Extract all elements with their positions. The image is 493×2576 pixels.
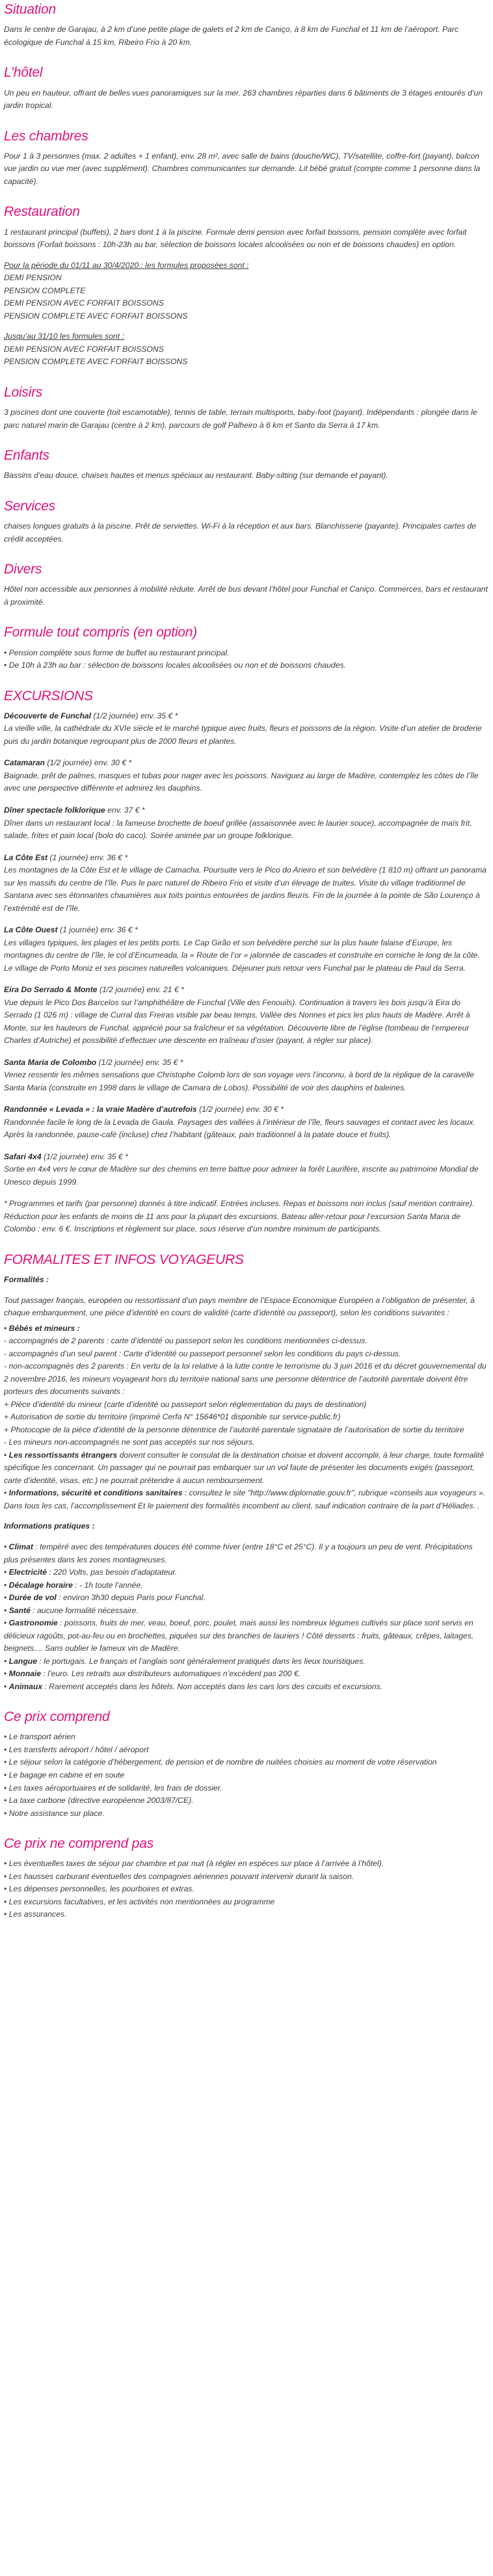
info-line-label: Electricité (8, 1568, 47, 1577)
excursion-text: Les villages typiques, les plages et les petits ports. Le Cap Girão et son belvédère perché sur la plus haute falaise d’Europe, les montagnes du centre de l’île, le col d’Encumeada, la « Route de l’or » jalonnée de cascades et construite en corniche le long de la côte. Le village de Porto Moniz et ses piscines naturelles volcaniques. Déjeuner puis retour vers Funchal par le plateau de Paul da Serra. (4, 938, 480, 973)
section-services (4, 498, 489, 545)
info-line (4, 1487, 489, 1512)
info-line-text: doivent consulter le consulat de la destination choisie et doivent accomplir, à leur charge, toute formalité spécifique les concernant. Un passager qui ne pourrait pas embarquer sur un vol faute de présenter les documents exigés (passeport, carte d’identité, visas, etc.) ne pourrait prétendre à aucun remboursement. (4, 1450, 484, 1485)
list-item: • Les excursions facultatives, et les activités non mentionnées au programme (4, 1896, 489, 1909)
excursion-item (4, 924, 489, 975)
period-item: DEMI PENSION AVEC FORFAIT BOISSONS (4, 298, 164, 308)
excursion-list (4, 710, 489, 1189)
excursion-item (4, 1151, 489, 1189)
list-item: • Les éventuelles taxes de séjour par chambre et par nuit (à régler en espèces sur place à l’arrivée à l’hôtel). (4, 1858, 489, 1871)
excursion-text: Randonnée facile le long de la Levada de Gaula. Paysages des vallées à l’intérieur de l’île, fleurs sauvages et contact avec les locaux. Après la randonnée, pause-café (incluse) chez l’habitant (gâteaux, pain traditionnel à la patate douce et fruits). (4, 1117, 475, 1140)
heading-hotel: L’hôtel (4, 65, 43, 81)
heading-services: Services (4, 498, 55, 514)
heading-formalites: FORMALITES ET INFOS VOYAGEURS (4, 1252, 244, 1267)
excursion-title: Eira Do Serrado & Monte (4, 985, 98, 995)
excursion-title: Dîner spectacle folklorique (4, 806, 105, 815)
excursion-detail: (1 journée) env. 36 € * (49, 852, 128, 862)
list-item: • Les assurances. (4, 1908, 489, 1921)
info-line-label: Animaux (8, 1681, 43, 1691)
info-line (4, 1579, 489, 1592)
info-line (4, 1566, 489, 1579)
loisirs-text: 3 piscines dont une couverte (toit escamotable), tennis de table, terrain multisports, baby-foot (payant). Indépendants : plongée dans le parc naturel marin de Garajau (centre à 2 km), parcours de golf Palheiro à 6 km et Santo da Serra à 17 km. (4, 408, 477, 430)
list-item: • Les dépenses personnelles, les pourboires et extras. (4, 1883, 489, 1896)
excursion-detail: (1/2 journée) env. 30 € * (199, 1105, 284, 1114)
period-item: PENSION COMPLETE (4, 285, 86, 295)
bullet-icon: • (4, 1580, 9, 1590)
info-line (4, 1424, 489, 1437)
excursion-detail: (1/2 journée) env. 35 € * (43, 1151, 128, 1161)
info-line-text: - accompagnés d’un seul parent : Carte d’identité ou passeport personnel selon les conditions du pays ci-dessus. (4, 1348, 401, 1358)
info-line-text: : environ 3h30 depuis Paris pour Funchal. (56, 1593, 206, 1603)
info-line-label: Climat (8, 1542, 33, 1551)
info-line-text: : l’euro. Les retraits aux distributeurs automatiques n’excèdent pas 200 €. (41, 1669, 301, 1679)
excursion-heading (4, 710, 489, 723)
excursion-title: Catamaran (4, 758, 45, 768)
info-line-text: + Photocopie de la pièce d’identité de la personne détentrice de l’autorité parentale signataire de l’autorisation de sortie du territoire (4, 1425, 464, 1434)
section-restauration (4, 204, 489, 368)
practical-lines (4, 1541, 489, 1693)
section-situation (4, 1, 489, 49)
excursion-text: Sortie en 4x4 vers le cœur de Madère sur des chemins en terre battue pour admirer la forêt Laurifère, inscrite au patrimoine Mondial de Unesco depuis 1999. (4, 1164, 479, 1187)
heading-enfants: Enfants (4, 448, 49, 464)
bullet-icon: • (4, 1450, 9, 1460)
bullet-icon: • (4, 1488, 9, 1498)
services-text: chaises longues gratuits à la piscine. Prêt de serviettes. Wi-Fi à la réception et aux bars. Blanchisserie (payante). Principales cartes de crédit acceptées. (4, 521, 477, 544)
section-divers (4, 561, 489, 609)
info-line-text: : 220 Volts, pas besoin d’adaptateur. (46, 1568, 178, 1577)
list-item: • Les transferts aéroport / hôtel / aéroport (4, 1744, 489, 1757)
excursion-text: Les montagnes de la Côte Est et le village de Camacha. Poursuite vers le Pico do Arieiro et son belvédère (1 810 m) offrant un panorama sur les massifs du centre de l’île. Puis le parc naturel de Ribeiro Frio et visite d’un élevage de truites. Visite du village traditionnel de Santana avec ses étonnantes chaumières aux toits pointus entourées de jardins fleuris. Fin de la journée à la pointe de São Lourenço à l’extrémité est de l’île. (4, 865, 487, 913)
info-line (4, 1668, 489, 1681)
enfants-text: Bassins d’eau douce, chaises hautes et menus spéciaux au restaurant. Baby-sitting (sur demande et payant). (4, 471, 388, 480)
info-line-text: : aucune formalité nécessaire. (30, 1605, 139, 1615)
excursion-detail: (1/2 journée) env. 21 € * (99, 985, 184, 995)
bullet-icon: • (4, 1568, 9, 1577)
info-line (4, 1360, 489, 1399)
heading-prix-non-compris: Ce prix ne comprend pas (4, 1836, 154, 1852)
info-line-label: Décalage horaire (8, 1580, 73, 1590)
excursion-heading (4, 1057, 489, 1070)
excursion-detail: (1/2 journée) env. 30 € * (47, 758, 132, 768)
heading-prix-compris: Ce prix comprend (4, 1709, 110, 1725)
excursion-heading (4, 804, 489, 817)
info-line (4, 1617, 489, 1655)
non-compris-list (4, 1858, 489, 1921)
until-item: DEMI PENSION AVEC FORFAIT BOISSONS (4, 344, 164, 354)
info-line-label: Gastronomie (8, 1618, 58, 1628)
section-hotel (4, 64, 489, 112)
excursion-detail: (1/2 journée) env. 35 € * (93, 711, 178, 720)
excursion-heading (4, 1151, 489, 1164)
info-line-text: : Rarement acceptés dans les hôtels. Non acceptés dans les cars lors des circuits et excursions. (42, 1681, 383, 1691)
info-line-text: + Pièce d’identité du mineur (carte d’identité ou passeport selon réglementation du pays de destination) (4, 1399, 367, 1409)
bullet-icon: • (4, 1669, 9, 1679)
until-item: PENSION COMPLETE AVEC FORFAIT BOISSONS (4, 357, 188, 367)
excursion-text: Baignade, prêt de palmes, masques et tubas pour nager avec les poissons. Naviguez au large de Madère, contemplez les côtes de l’île avec une perspective différente et admirez les dauphins. (4, 770, 479, 793)
excursion-heading (4, 757, 489, 770)
excursion-title: La Côte Ouest (4, 925, 58, 935)
heading-situation: Situation (4, 2, 56, 17)
bullet-icon: • (4, 1618, 9, 1628)
excursion-text: Dîner dans un restaurant local : la fameuse brochette de boeuf grillée (assaisonnée avec le laurier souce), accompagnée de maïs frit, salade, frites et pain local (bolo do caco). Soirée animée par un groupe folklorique. (4, 818, 472, 841)
formule-list (4, 647, 489, 672)
list-item: • Pension complète sous forme de buffet au restaurant principal. (4, 647, 489, 660)
info-line (4, 1449, 489, 1488)
excursion-title: Safari 4x4 (4, 1151, 42, 1161)
excursion-detail: env. 37 € * (107, 806, 145, 815)
formalites-intro: Tout passager français, européen ou ressortissant d’un pays membre de l’Espace Economique Européen a l’obligation de présenter, à chaque embarquement, une pièce d’identité en cours de validité (carte d’identité ou passeport), selon les conditions suivantes : (4, 1295, 475, 1318)
until-heading: Jusqu’au 31/10 les formules sont : (4, 332, 124, 341)
section-prix-compris (4, 1709, 489, 1820)
situation-text: Dans le centre de Garajau, à 2 km d’une petite plage de galets et 2 km de Caniço, à 8 km de Funchal et 11 km de l’aéroport. Parc écologique de Funchal à 15 km, Ribeiro Frio à 20 km. (4, 25, 459, 47)
info-line-text: : le portugais. Le français et l’anglais sont généralement pratiqués dans les lieux touristiques. (37, 1656, 366, 1666)
info-line (4, 1411, 489, 1424)
excursion-title: Découverte de Funchal (4, 711, 92, 720)
list-item: • Le bagage en cabine et en soute (4, 1769, 489, 1782)
bullet-icon: • (4, 1593, 9, 1603)
excursion-heading (4, 984, 489, 997)
section-formalites (4, 1252, 489, 1693)
info-line-label: Bébés et mineurs : (8, 1323, 80, 1333)
list-item: • Notre assistance sur place. (4, 1807, 489, 1820)
excursion-item (4, 1057, 489, 1095)
bullet-icon: • (4, 1656, 9, 1666)
heading-divers: Divers (4, 562, 42, 577)
info-line-text: - Les mineurs non-accompagnés ne sont pas acceptés sur nos séjours. (4, 1438, 255, 1447)
divers-text: Hôtel non accessible aux personnes à mobilité réduite. Arrêt de bus devant l’hôtel pour Funchal et Caniço. Commerces, bars et restaurant à proximité. (4, 585, 488, 607)
list-item: • Le transport aérien (4, 1731, 489, 1744)
excursion-item (4, 757, 489, 795)
info-line-text: : tempéré avec des températures douces été comme hiver (entre 18°C et 25°C). Il y a toujours un peu de vent. Précipitations plus présentes dans les zones montagneuses. (4, 1542, 473, 1564)
formalites-lines (4, 1322, 489, 1513)
section-rooms (4, 128, 489, 189)
section-loisirs (4, 384, 489, 432)
excursion-item (4, 804, 489, 843)
section-formule (4, 624, 489, 672)
info-line-label: Santé (8, 1605, 31, 1615)
info-line (4, 1592, 489, 1605)
period-heading: Pour la période du 01/11 au 30/4/2020 : les formules proposées sont : (4, 260, 249, 270)
list-item: • Les hausses carburant éventuelles des compagnies aériennes pouvant intervenir durant la saison. (4, 1871, 489, 1884)
bullet-icon: • (4, 1542, 9, 1551)
excursion-item (4, 984, 489, 1047)
info-line (4, 1541, 489, 1566)
info-line (4, 1655, 489, 1668)
hotel-text: Un peu en hauteur, offrant de belles vues panoramiques sur la mer. 263 chambres réparties dans 6 bâtiments de 3 étages entourés d’un jardin tropical. (4, 88, 483, 111)
excursion-item (4, 710, 489, 748)
info-line (4, 1681, 489, 1694)
period-item: DEMI PENSION (4, 273, 62, 283)
info-line-text: : - 1h toute l’année. (72, 1580, 143, 1590)
restauration-until (4, 330, 489, 369)
info-line-text: : consultez le site "http://www.diplomatie.gouv.fr", rubrique «conseils aux voyageurs ». Dans tous les cas, l’accomplissement Et le paiement des formalités incombent au client, sauf indication contraire de la part d’Héliades. . (4, 1488, 486, 1510)
bullet-icon: • (4, 1605, 9, 1615)
info-line (4, 1335, 489, 1348)
formalites-label: Formalités : (4, 1275, 49, 1285)
excursion-item (4, 1103, 489, 1142)
excursions-note: * Programmes et tarifs (par personne) donnés à titre indicatif. Entrées incluses. Repas et boissons non inclus (sauf mention contraire). Réduction pour les enfants de moins de 11 ans pour la plupart des excursions. Bateau aller-retour pour l’excursion Santa Maria de Colombo : env. 6 €. Inscriptions et règlement sur place, sous réserve d’un nombre minimum de participants. (4, 1199, 475, 1234)
info-line-text: + Autorisation de sortie du territoire (imprimé Cerfa N° 15646*01 disponible sur service-public.fr) (4, 1412, 341, 1422)
list-item: • Les taxes aéroportuaires et de solidarité, les frais de dossier. (4, 1782, 489, 1795)
excursion-item (4, 852, 489, 915)
info-line (4, 1322, 489, 1335)
heading-excursions: EXCURSIONS (4, 688, 93, 703)
bullet-icon: • (4, 1323, 9, 1333)
heading-restauration: Restauration (4, 204, 80, 220)
info-line-text: : poissons, fruits de mer, veau, boeuf, porc, poulet, mais aussi les nombreux légumes cultivés sur place sont servis en délicieux ragoûts, pot-au-feu ou en brochettes, piquées sur des branches de lauriers ! Côté desserts : fruits, gâteaux, crêpes, laitages, beignets.... Sans oublier le fameux vin de Madère. (4, 1618, 474, 1653)
info-line-label: Durée de vol (8, 1593, 57, 1603)
info-line (4, 1436, 489, 1449)
excursion-heading (4, 1103, 489, 1116)
period-item: PENSION COMPLETE AVEC FORFAIT BOISSONS (4, 311, 188, 321)
info-line-label: Les ressortissants étrangers (8, 1450, 118, 1460)
compris-list (4, 1731, 489, 1820)
excursion-detail: (1 journée) env. 36 € * (60, 925, 138, 935)
heading-loisirs: Loisirs (4, 384, 43, 400)
info-line-text: - non-accompagnés des 2 parents : En vertu de la loi relative à la lutte contre le terrorisme du 3 juin 2016 et du décret gouvernemental du 2 novembre 2016, les mineurs voyageant hors du territoire national sans une personne détentrice de l’autorité parentale doivent être porteurs des documents suivants : (4, 1361, 486, 1397)
rooms-text: Pour 1 à 3 personnes (max. 2 adultes + 1 enfant), env. 28 m², avec salle de bains (douche/WC), TV/satellite, coffre-fort (payant), balcon vue jardin ou vue mer (avec supplément). Chambres communicantes sur demande. Lit bébé gratuit (compte comme 1 personne dans la capacité). (4, 151, 481, 186)
list-item: • Le séjour selon la catégorie d’hébergement, de pension et de nombre de nuitées choisies au moment de votre réservation (4, 1756, 489, 1769)
excursion-title: La Côte Est (4, 852, 48, 862)
practical-label: Informations pratiques : (4, 1521, 95, 1531)
excursion-heading (4, 852, 489, 865)
restauration-text: 1 restaurant principal (buffets), 2 bars dont 1 à la piscine. Formule demi pension avec forfait boissons, pension complète avec forfait boissons (Forfait boissons : 10h-23h au bar, sélection de boissons locales alcoolisées ou non et de boissons chaudes) en option. (4, 227, 467, 250)
excursion-text: La vieille ville, la cathédrale du XVIe siècle et le marché typique avec fruits, fleurs et poissons de la région. Visite d’un atelier de broderie puis du jardin botanique regroupant plus de 2000 fleurs et plantes. (4, 724, 482, 746)
info-line-text: - accompagnés de 2 parents : carte d’identité ou passeport selon les conditions mentionnées ci-dessus. (4, 1336, 367, 1346)
info-line-label: Monnaie (8, 1669, 42, 1679)
list-item: • De 10h à 23h au bar : sélection de boissons locales alcoolisées ou non et de boissons chaudes. (4, 659, 489, 672)
excursion-title: Randonnée « Levada » : la vraie Madère d’autrefois (4, 1105, 197, 1114)
info-line-label: Informations, sécurité et conditions sanitaires (8, 1488, 183, 1498)
restauration-period (4, 259, 489, 323)
info-line-label: Langue (8, 1656, 37, 1666)
info-line (4, 1605, 489, 1618)
section-excursions (4, 688, 489, 1236)
bullet-icon: • (4, 1681, 9, 1691)
heading-formule: Formule tout compris (en option) (4, 625, 198, 640)
excursion-title: Santa Maria de Colombo (4, 1057, 97, 1067)
excursion-text: Venez ressentir les mêmes sensations que Christophe Colomb lors de son voyage vers l’inconnu, à bord de la réplique de la caravelle Santa Maria (construite en 1998 dans le village de Camara de Lobos). Possibilité de voir des dauphins et baleines. (4, 1070, 475, 1092)
heading-rooms: Les chambres (4, 128, 88, 144)
section-prix-non-compris (4, 1835, 489, 1921)
info-line (4, 1348, 489, 1361)
section-enfants (4, 447, 489, 482)
excursion-text: Vue depuis le Pico Dos Barcelos sur l’amphithéâtre de Funchal (Ville des Fenouils). Continuation à travers les bois jusqu’à Eira do Serrado (1 026 m) : village de Curral das Freiras visible par beau temps, Vallée des Nonnes et pics les plus hauts de Madère. Arrêt à Monte, sur les hauteurs de Funchal, apprécié pour sa fraîcheur et sa végétation. Découverte libre de l’église (tombeau de l’empereur Charles d’Autriche) et possibilité d’effectuer une descente en traîneau d’osier (payant, à régler sur place). (4, 997, 470, 1045)
excursion-detail: (1/2 journée) env. 35 € * (98, 1057, 183, 1067)
info-line (4, 1399, 489, 1412)
excursion-heading (4, 924, 489, 937)
list-item: • La taxe carbone (directive européenne 2003/87/CE). (4, 1794, 489, 1807)
